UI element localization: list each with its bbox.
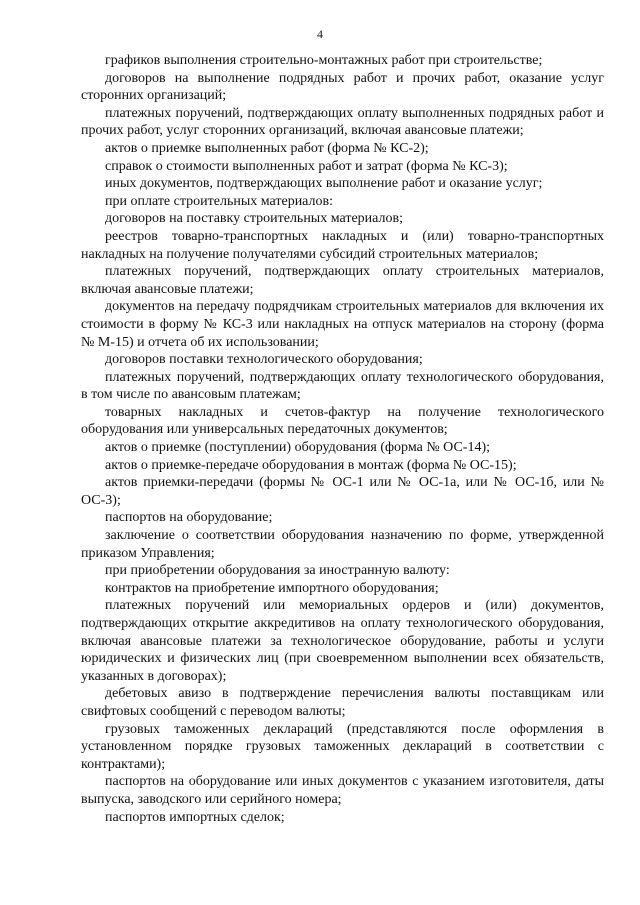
paragraph: графиков выполнения строительно-монтажных работ при строительстве; — [105, 53, 543, 68]
paragraph: договоров на выполнение подрядных работ и прочих работ, оказание услуг сторонних организаций; — [81, 70, 604, 104]
paragraph: при приобретении оборудования за иностранную валюту: — [105, 563, 450, 579]
paragraph: товарных накладных и счетов-фактур на получение технологического оборудования или универсальных передаточных документов; — [81, 404, 604, 438]
paragraph: справок о стоимости выполненных работ и затрат (форма № КС-3); — [105, 158, 508, 174]
paragraph: платежных поручений, подтверждающих оплату строительных материалов, включая авансовые платежи; — [81, 264, 604, 297]
paragraph: дебетовых авизо в подтверждение перечисления валюты поставщикам или свифтовых сообщений с переводом валюты; — [81, 686, 604, 719]
paragraph: реестров товарно-транспортных накладных и (или) товарно-транспортных накладных на получение получателями субсидий строительных материалов; — [81, 228, 604, 262]
paragraph: актов о приемке (поступлении) оборудования (форма № ОС-14); — [105, 440, 491, 456]
paragraph: иных документов, подтверждающих выполнение работ и оказание услуг; — [105, 176, 543, 192]
paragraph: актов приемки-передачи (формы № ОС-1 или № ОС-1а, или № ОС-1б, или № ОС-3); — [81, 475, 604, 508]
paragraph: договоров на поставку строительных материалов; — [105, 211, 403, 227]
paragraph: платежных поручений или мемориальных ордеров и (или) документов, подтверждающих открытие аккредитивов на оплату технологического оборудования, включая авансовые платежи за технологическое оборудование, работы и услуги юридических и физических лиц (при своевременном выполнении всех обязательств, указанных в договорах); — [81, 598, 604, 684]
paragraph: платежных поручений, подтверждающих оплату выполненных подрядных работ и прочих работ, услуг сторонних организаций, включая авансовые платежи; — [81, 105, 604, 139]
paragraph: паспортов на оборудование или иных документов с указанием изготовителя, даты выпуска, заводского или серийного номера; — [81, 774, 604, 807]
paragraph: актов о приемке выполненных работ (форма № КС-2); — [105, 140, 429, 156]
paragraph: грузовых таможенных деклараций (представляются после оформления в установленном порядке грузовых таможенных деклараций в соответствии с контрактами); — [81, 721, 604, 772]
paragraph: паспортов импортных сделок; — [105, 809, 285, 825]
document-body — [81, 52, 604, 826]
paragraph: платежных поручений, подтверждающих оплату технологического оборудования, в том числе по авансовым платежам; — [81, 369, 604, 403]
paragraph: договоров поставки технологического оборудования; — [105, 352, 423, 368]
page-number: 4 — [317, 27, 323, 41]
paragraph: документов на передачу подрядчикам строительных материалов для включения их стоимости в форму № КС-3 или накладных на отпуск материалов на сторону (форма № М-15) и отчета об их использовании; — [81, 299, 604, 350]
paragraph: при оплате строительных материалов: — [105, 193, 334, 209]
paragraph: актов о приемке-передаче оборудования в монтаж (форма № ОС-15); — [105, 457, 517, 473]
paragraph: контрактов на приобретение импортного оборудования; — [105, 580, 439, 596]
paragraph: заключение о соответствии оборудования назначению по форме, утвержденной приказом Управления; — [81, 528, 604, 561]
paragraph: паспортов на оборудование; — [105, 510, 273, 526]
